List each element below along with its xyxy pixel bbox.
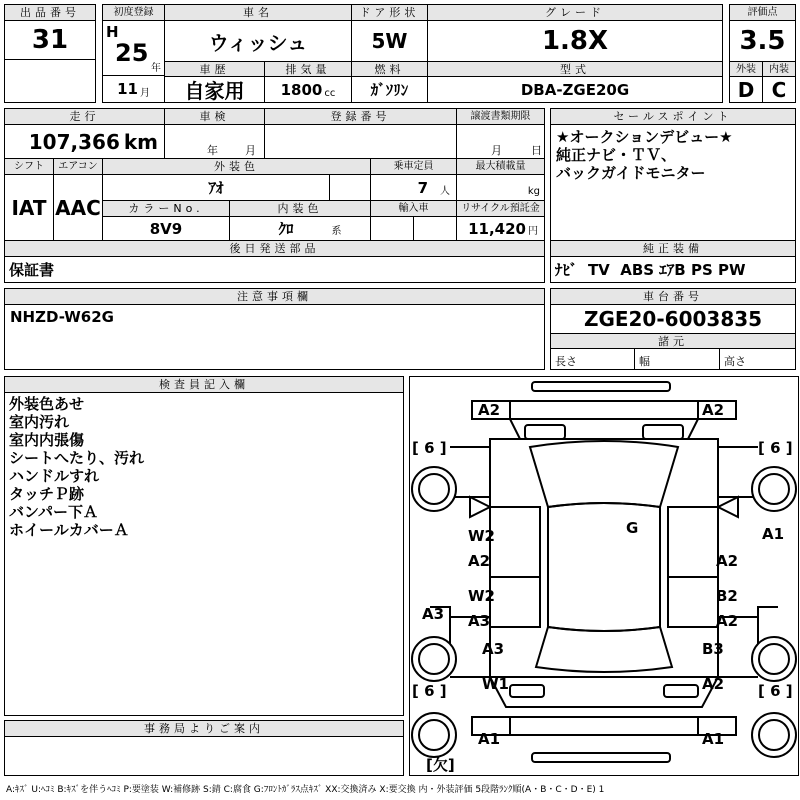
car-damage-diagram	[409, 376, 799, 776]
tyre-rear-left-label: [ 6 ]	[412, 682, 447, 700]
spare-missing-label: [欠]	[426, 756, 455, 774]
lot-no-value: 31	[4, 20, 96, 60]
later-parts-header: 後日発送部品	[4, 240, 545, 257]
damage-left-rear-door-1: W2	[468, 587, 495, 605]
recycle-header: リサイクル預託金	[456, 200, 545, 217]
int-color-value: ｸﾛ	[278, 220, 294, 238]
selling-points-header: セールスポイント	[550, 108, 796, 125]
score-value: 3.5	[729, 20, 796, 62]
ext-color-header: 外装色	[102, 158, 371, 175]
office-value	[4, 736, 404, 776]
color-no-value: 8V9	[102, 216, 230, 241]
inspector-header: 検査員記入欄	[4, 376, 404, 393]
grade-header: グレード	[427, 4, 723, 21]
int-color-cell	[229, 216, 371, 241]
first-reg-month-cell	[102, 75, 165, 103]
ac-value: AAC	[53, 174, 103, 241]
capacity-cell	[370, 174, 457, 201]
transfer-month-unit: 月	[491, 144, 502, 157]
genuine-header: 純正装備	[550, 240, 796, 257]
inspection-month-unit: 月	[245, 144, 256, 157]
inspector-line: バンパー下Ａ	[9, 503, 98, 521]
grade-value: 1.8X	[427, 20, 723, 62]
recycle-cell	[456, 216, 545, 241]
import-blank	[413, 216, 457, 241]
lot-no-header: 出品番号	[4, 4, 96, 21]
chassis-value: ZGE20-6003835	[550, 304, 796, 334]
int-color-header: 内装色	[229, 200, 371, 217]
inspector-notes	[4, 392, 404, 716]
selling-points-box	[550, 124, 796, 241]
capacity-header: 乗車定員	[370, 158, 457, 175]
score-header: 評価点	[729, 4, 796, 21]
selling-point-line: 純正ナビ・ＴＶ、	[556, 146, 677, 164]
ac-header: エアコン	[53, 158, 103, 175]
damage-right-rear-door-1: B2	[716, 587, 738, 605]
displacement-value: 1800	[280, 80, 323, 99]
interior-grade-header: 内装	[762, 61, 796, 77]
spec-height: 高さ	[719, 348, 796, 370]
tyre-rear-right-label: [ 6 ]	[758, 682, 793, 700]
fuel-value: ｶﾞｿﾘﾝ	[351, 76, 428, 103]
chassis-header: 車台番号	[550, 288, 796, 305]
lot-no-blank	[4, 59, 96, 103]
ext-color-value: ｱｵ	[102, 174, 330, 201]
damage-right-front-door: A2	[716, 552, 739, 570]
import-value	[370, 216, 414, 241]
reg-no-value	[264, 124, 457, 159]
damage-left-front-door-2: A2	[468, 552, 491, 570]
capacity-unit: 人	[440, 186, 450, 197]
car-name-header: 車名	[164, 4, 352, 21]
history-value: 自家用	[164, 76, 265, 103]
year-unit: 年	[151, 63, 161, 74]
notes-header: 注意事項欄	[4, 288, 545, 305]
displacement-cell	[264, 76, 352, 103]
int-color-unit: 系	[331, 226, 342, 237]
later-parts-value: 保証書	[4, 256, 545, 283]
mileage-cell	[4, 124, 165, 159]
tyre-front-left-label: [ 6 ]	[412, 439, 447, 457]
tyre-front-right-label: [ 6 ]	[758, 439, 793, 457]
interior-grade-value: C	[762, 76, 796, 103]
capacity-value: 7	[417, 178, 428, 197]
damage-left-side: A3	[422, 605, 445, 623]
damage-right-front-fender: A1	[762, 525, 785, 543]
first-reg-month: 11	[117, 80, 138, 98]
damage-front-left: A2	[478, 401, 501, 419]
door-value: 5W	[351, 20, 428, 62]
damage-front-right: A2	[702, 401, 725, 419]
inspector-line: 室内内張傷	[9, 431, 85, 449]
car-outline-icon	[410, 377, 798, 775]
model-value: DBA-ZGE20G	[427, 76, 723, 103]
selling-point-line: ★オークションデビュー★	[556, 128, 733, 146]
damage-right-quarter: B3	[702, 640, 724, 658]
damage-right-rear-door-2: A2	[716, 612, 739, 630]
displacement-header: 排気量	[264, 61, 352, 77]
max-load-header: 最大積載量	[456, 158, 545, 175]
damage-left-front-door-1: W2	[468, 527, 495, 545]
first-reg-header: 初度登録	[102, 4, 165, 21]
era-label: H	[106, 23, 119, 41]
damage-rear-left: A1	[478, 730, 501, 748]
inspection-year-unit: 年	[207, 144, 218, 157]
inspector-line: ハンドルすれ	[9, 467, 100, 485]
transfer-cell	[456, 124, 545, 159]
car-name-value: ウィッシュ	[164, 20, 352, 62]
damage-left-rear-door-2: A3	[468, 612, 491, 630]
legend: A:ｷｽﾞ U:ﾍｺﾐ B:ｷｽﾞを伴うﾍｺﾐ P:要塗装 W:補修跡 S:錆 C:腐食 G:ﾌﾛﾝﾄｶﾞﾗｽ点ｷｽﾞ XX:交換済み X:要交換 内・外装評価 5段階ﾗﾝｸ順(A・B・C・D・E) 1	[6, 785, 605, 795]
model-header: 型式	[427, 61, 723, 77]
reg-no-header: 登録番号	[264, 108, 457, 125]
genuine-value: ﾅﾋﾞ TV ABS ｴｱB PS PW	[550, 256, 796, 283]
recycle-value: 11,420	[468, 219, 526, 238]
transfer-day-unit: 日	[531, 144, 542, 157]
max-load-cell	[456, 174, 545, 201]
displacement-unit: cc	[324, 88, 336, 99]
ext-color-blank	[329, 174, 371, 201]
color-no-header: カラーNo.	[102, 200, 230, 217]
inspection-header: 車検	[164, 108, 265, 125]
month-unit: 月	[139, 88, 150, 99]
damage-right-rear: A2	[702, 675, 725, 693]
inspector-line: 室内汚れ	[9, 413, 70, 431]
office-header: 事務局よりご案内	[4, 720, 404, 737]
first-reg-year: 25	[115, 39, 149, 67]
mileage-unit: km	[123, 129, 158, 154]
inspector-line: 外装色あせ	[9, 395, 85, 413]
transfer-header: 譲渡書類期限	[456, 108, 545, 125]
exterior-grade-value: D	[729, 76, 763, 103]
recycle-unit: 円	[528, 226, 538, 237]
damage-left-quarter: A3	[482, 640, 505, 658]
shift-header: シフト	[4, 158, 54, 175]
fuel-header: 燃料	[351, 61, 428, 77]
damage-windshield: G	[626, 519, 639, 537]
selling-point-line: バックガイドモニター	[556, 164, 706, 182]
mileage-header: 走行	[4, 108, 165, 125]
mileage-value: 107,366	[28, 129, 120, 154]
inspector-line: シートへたり、汚れ	[9, 449, 145, 467]
inspector-line: ホイールカバーＡ	[9, 521, 129, 539]
damage-left-rear: W1	[482, 675, 509, 693]
exterior-grade-header: 外装	[729, 61, 763, 77]
inspection-cell	[164, 124, 265, 159]
spec-length: 長さ	[550, 348, 635, 370]
door-header: ドア形状	[351, 4, 428, 21]
spec-width: 幅	[634, 348, 720, 370]
damage-rear-right: A1	[702, 730, 725, 748]
max-load-unit: kg	[527, 186, 540, 197]
first-reg-year-cell	[102, 20, 165, 76]
inspector-line: タッチＰ跡	[9, 485, 85, 503]
specs-header: 諸元	[550, 333, 796, 349]
import-header: 輸入車	[370, 200, 457, 217]
history-header: 車歴	[164, 61, 265, 77]
shift-value: IAT	[4, 174, 54, 241]
notes-value: NHZD-W62G	[4, 304, 545, 370]
